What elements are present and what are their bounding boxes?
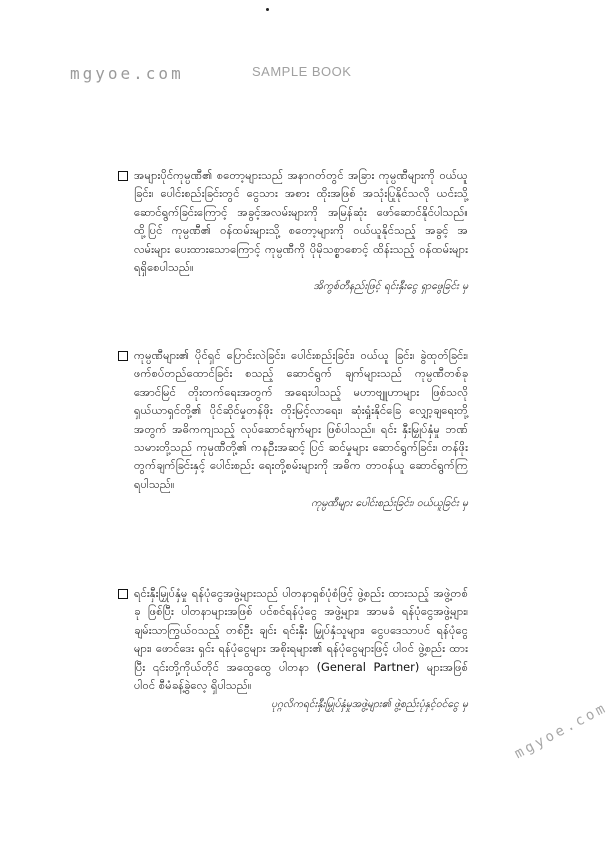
entry-attribution: ပုဂ္ဂလိကရင်းနှီးမြှုပ်နှံမှုအဖွဲ့များ၏ ဖွဲ့စည်းပုံနှင့်ဝင်ငွေ မှ [271,698,468,711]
entry-text: အများပိုင်ကုမ္ပဏီ၏ စတော့များသည် အနာဂတ်တွင် အခြား ကုမ္ပဏီများကို ဝယ်ယူခြင်း၊ ပေါင်းစည်းခြင်းတွင် ငွေသား အစား ထိုးအဖြစ် အသုံးပြုနိုင်သလို ယင်းသို့ ဆောင်ရွက်ခြင်းကြောင့် အခွင့်အလမ်းများကို အမြန်ဆုံး ဖော်ဆောင်နိုင်ပါသည်။ ထို့ပြင် ကုမ္ပဏီ၏ ဝန်ထမ်းများသို့ စတော့များကို ဝယ်ယူနိုင်သည့် အခွင့် အလမ်းများ ပေးထားသောကြောင့် ကုမ္ပဏီကို ပိုမိုသစ္စာစောင့် ထိန်းသည့် ဝန်ထမ်းများ ရရှိစေပါသည်။ [134,168,468,275]
checkbox-icon [118,589,128,599]
entry-attribution: အိကွစ်တီနည်းဖြင့် ရင်းနှီးငွေ ရှာဖွေခြင်း မှ [313,280,468,293]
watermark-top: mgyoe.com [70,64,184,83]
entry-block [130,346,468,511]
watermark-bottom-right: mgyoe.com [512,699,610,763]
checkbox-icon [118,351,128,361]
entry-block [130,584,468,712]
checkbox-icon [118,171,128,181]
entry-attribution: ကုမ္ပဏီများ ပေါင်းစည်းခြင်း၊ ဝယ်ယူခြင်း မှ [311,497,468,510]
entry-block [130,166,468,294]
sample-book-label: SAMPLE BOOK [252,64,352,79]
top-dot [266,8,269,11]
entry-text: ရင်းနှီးမြှုပ်နှံမှု ရန်ပုံငွေအဖွဲ့များသည် ပါတနာရှစ်ပုံစံဖြင့် ဖွဲ့စည်း ထားသည့် အဖွဲ့တစ်ခု ဖြစ်ပြီး ပါတနာများအဖြစ် ပင်စင်ရန်ပုံငွေ အဖွဲ့များ၊ အာမခံ ရန်ပုံငွေအဖွဲ့များ၊ ချမ်းသာကြွယ်ဝသည့် တစ်ဦး ချင်း ရင်းနှီး မြှုပ်နှံသူများ၊ ငွေပဒေသာပင် ရန်ပုံငွေများ၊ ဖောင်ဒေး ရှင်း ရန်ပုံငွေများ အစိုးရများ၏ ရန်ပုံငွေများဖြင့် ပါဝင် ဖွဲ့စည်း ထားပြီး ၎င်းတို့ကိုယ်တိုင် အထွေထွေ ပါတနာ (General Partner) များအဖြစ် ပါဝင် စီမံခန့်ခွဲလေ့ ရှိပါသည်။ [134,586,468,693]
entry-text: ကုမ္ပဏီများ၏ ပိုင်ရှင် ပြောင်းလဲခြင်း၊ ပေါင်းစည်းခြင်း၊ ဝယ်ယူ ခြင်း၊ ခွဲထုတ်ခြင်း၊ ဖက်စပ်တည်ထောင်ခြင်း စသည့် ဆောင်ရွက် ချက်များသည် ကုမ္ပဏီတစ်ခု အောင်မြင် တိုးတက်ရေးအတွက် အရေးပါသည့် မဟာဗျူဟာများ ဖြစ်သလို ရှယ်ယာရှင်တို့၏ ပိုင်ဆိုင်မှုတန်ဖိုး တိုးမြင့်လာရေး၊ ဆုံးရှုံးနိုင်ခြေ လျှော့ချရေးတို့ အတွက် အဓိကကျသည့် လုပ်ဆောင်ချက်များ ဖြစ်ပါသည်။ ရင်း နှီးမြှုပ်နှံမှု ဘဏ်သမားတို့သည် ကုမ္ပဏီတို့၏ ကနဦးအဆင့် ပြင် ဆင်မှုများ ဆောင်ရွက်ခြင်း၊ တန်ဖိုးတွက်ချက်ခြင်းနှင့် ပေါင်းစည်း ရေးတို့စမ်းများကို အဓိက တာဝန်ယူ ဆောင်ရွက်ကြရပါသည်။ [134,348,468,491]
